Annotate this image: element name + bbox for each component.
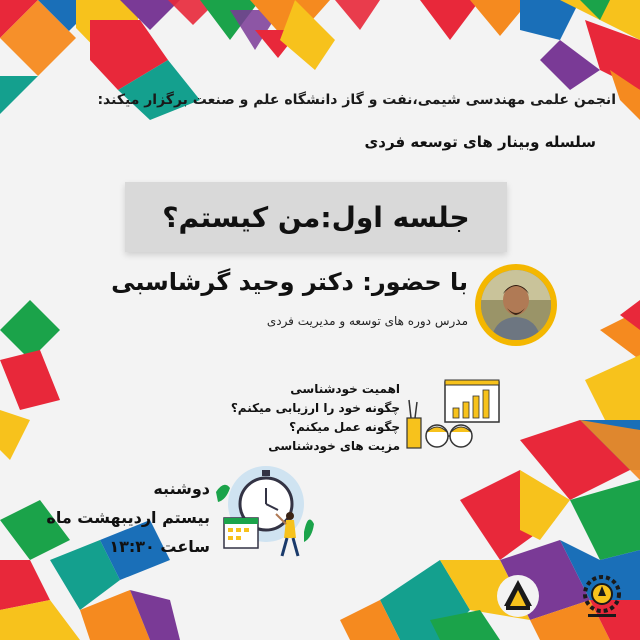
session-title-box [125, 182, 507, 252]
schedule-day: دوشنبه [153, 479, 210, 498]
schedule-date: بیستم اردیبهشت ماه [46, 508, 210, 527]
association-logo [496, 574, 540, 618]
avatar [481, 270, 551, 340]
clock-schedule-icon [216, 462, 322, 562]
topic-item: چگونه عمل میکنم؟ [289, 420, 400, 434]
university-logo [578, 572, 626, 620]
guest-name: با حضور: دکتر وحید گرشاسبی [111, 268, 468, 296]
topics-list [231, 380, 400, 456]
intro-text: انجمن علمی مهندسی شیمی،نفت و گاز دانشگاه علم و صنعت برگزار میکند: [97, 92, 616, 108]
presentation-chart-icon [403, 378, 503, 456]
schedule-time: ساعت ۱۳:۳۰ [109, 537, 210, 556]
session-title: جلسه اول:من کیستم؟ [162, 200, 470, 234]
topic-item: مزیت های خودشناسی [268, 439, 400, 453]
guest-role: مدرس دوره های توسعه و مدیریت فردی [266, 314, 468, 328]
topic-item: اهمیت خودشناسی [290, 382, 400, 396]
series-title: سلسله وبینار های توسعه فردی [364, 133, 596, 151]
topic-item: چگونه خود را ارزیابی میکنم؟ [230, 401, 400, 415]
schedule [46, 474, 210, 561]
